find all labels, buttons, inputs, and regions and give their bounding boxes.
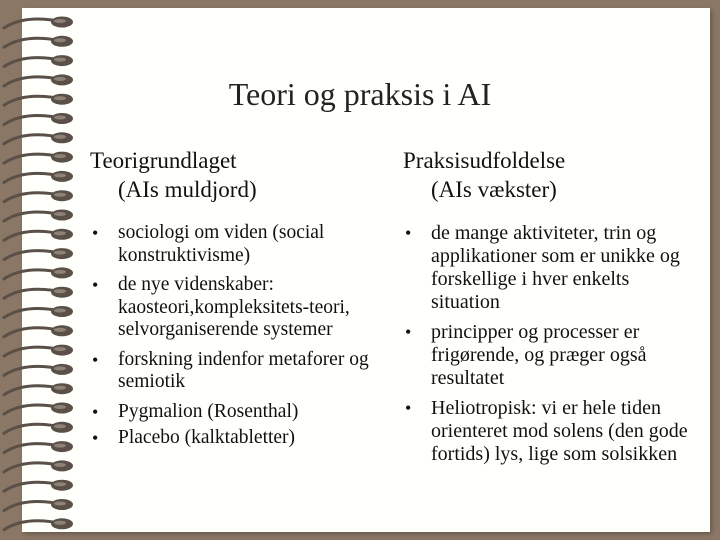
right-bullet-list: [403, 222, 703, 466]
list-item: • Heliotropisk: vi er hele tiden orienteret mod solens (den gode fortids) lys, lige som solsikken: [403, 397, 703, 466]
spiral-ring: [4, 364, 73, 376]
left-subheading: (AIs muldjord): [118, 177, 257, 202]
list-item: • principper og processer er frigørende, og præger også resultatet: [403, 321, 703, 390]
spiral-ring: [4, 171, 73, 183]
spiral-ring: [4, 132, 73, 144]
left-heading: [90, 146, 380, 204]
spiral-ring: [4, 152, 73, 164]
spiral-ring: [4, 248, 73, 260]
spiral-ring: [4, 306, 73, 318]
left-bullet-list: [90, 222, 380, 450]
list-item: • forskning indenfor metaforer og semiotik: [90, 349, 380, 394]
spiral-ring: [4, 403, 73, 415]
left-heading-text: Teorigrundlaget: [90, 148, 237, 173]
list-item: • de mange aktiviteter, trin og applikationer som er unikke og forskellige i hver enkelts situation: [403, 222, 703, 314]
spiral-ring: [4, 325, 73, 337]
spiral-ring: [4, 287, 73, 299]
list-item: • de nye videnskaber: kaosteori,kompleksitets-teori, selvorganiserende systemer: [90, 274, 380, 342]
right-column: [403, 146, 703, 473]
spiral-ring: [4, 422, 73, 434]
left-column: [90, 146, 380, 457]
list-item: • sociologi om viden (social konstruktivisme): [90, 222, 380, 267]
spiral-ring: [4, 190, 73, 202]
spiral-ring: [4, 36, 73, 48]
spiral-ring: [4, 113, 73, 125]
right-subheading: (AIs vækster): [431, 177, 557, 202]
spiral-ring: [4, 480, 73, 492]
list-item: • Placebo (kalktabletter): [90, 427, 380, 450]
spiral-ring: [4, 17, 73, 29]
right-heading: [403, 146, 703, 204]
spiral-ring: [4, 460, 73, 472]
right-heading-text: Praksisudfoldelse: [403, 148, 566, 173]
spiral-ring: [4, 441, 73, 453]
list-item: • Pygmalion (Rosenthal): [90, 401, 380, 424]
slide-title: Teori og praksis i AI: [228, 76, 492, 112]
spiral-ring: [4, 267, 73, 279]
spiral-ring: [4, 229, 73, 241]
spiral-ring: [4, 210, 73, 222]
spiral-ring: [4, 345, 73, 357]
spiral-ring: [4, 55, 73, 67]
spiral-ring: [4, 499, 73, 511]
spiral-ring: [4, 518, 73, 530]
spiral-ring: [4, 383, 73, 395]
